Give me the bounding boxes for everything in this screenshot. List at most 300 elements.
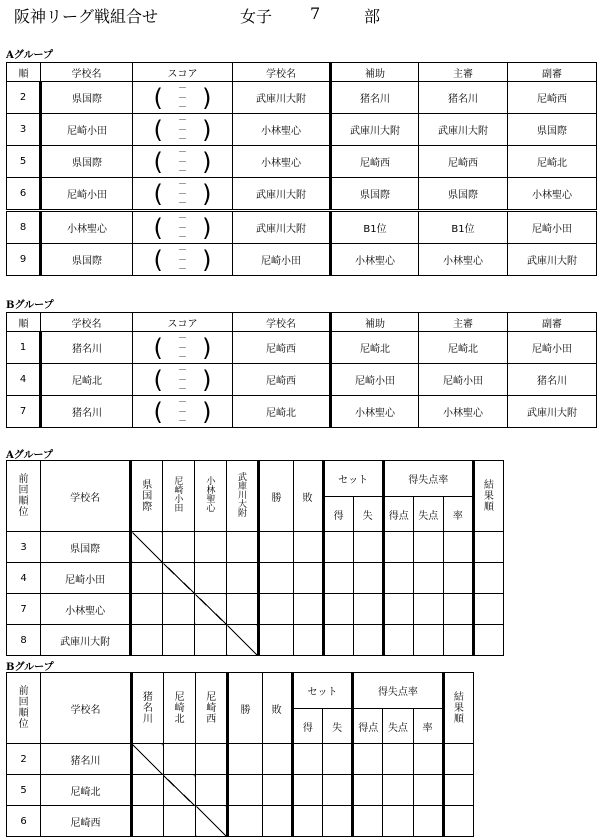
header-opponent <box>196 673 228 744</box>
score-set-2: － <box>177 343 187 354</box>
header-set-won: 得 <box>323 497 353 532</box>
home-school: 尼崎小田 <box>41 114 133 146</box>
header-opponent <box>131 461 163 532</box>
self-match-cell <box>131 532 163 563</box>
prev-rank: 4 <box>7 563 41 594</box>
header-score: スコア <box>133 63 233 82</box>
result-cell[interactable] <box>196 775 228 806</box>
points-against-cell[interactable] <box>383 775 413 806</box>
set-won-cell[interactable] <box>292 775 322 806</box>
school-name: 尼崎小田 <box>41 563 131 594</box>
sub-referee: 尼崎北 <box>508 146 597 178</box>
header-sub: 副審 <box>508 313 597 332</box>
assist-referee: B1位 <box>331 211 419 244</box>
table-row <box>7 146 597 178</box>
sub-referee: 尼崎西 <box>508 82 597 114</box>
table-row <box>7 806 474 837</box>
away-school: 小林聖心 <box>233 146 331 178</box>
chief-referee: 尼崎北 <box>419 332 508 364</box>
loss-cell[interactable] <box>262 744 292 775</box>
set-won-cell[interactable] <box>323 594 353 625</box>
score-brackets <box>152 83 214 113</box>
score-cell[interactable] <box>133 332 233 364</box>
rate-cell[interactable] <box>443 532 473 563</box>
table-row <box>7 82 597 114</box>
win-cell[interactable] <box>228 744 262 775</box>
score-cell[interactable] <box>133 114 233 146</box>
home-school: 猪名川 <box>41 396 133 428</box>
table-row <box>7 364 597 396</box>
win-cell[interactable] <box>259 563 293 594</box>
open-paren: ( <box>153 115 163 144</box>
loss-cell[interactable] <box>293 532 323 563</box>
score-brackets <box>152 147 214 177</box>
standings-header-row <box>7 673 474 709</box>
header-opponent-text: 武 庫 川 大 附 <box>237 472 247 519</box>
close-paren: ) <box>202 213 212 242</box>
rate-cell[interactable] <box>413 744 443 775</box>
header-opponent <box>227 461 259 532</box>
header-loss: 敗 <box>262 673 292 744</box>
home-school: 尼崎北 <box>41 364 133 396</box>
header-prev-rank-text: 前 回 順 位 <box>18 474 29 518</box>
score-set-3: － <box>177 264 187 275</box>
title-category: 女子 <box>240 7 273 26</box>
points-against-cell[interactable] <box>383 806 413 837</box>
result-cell[interactable] <box>131 563 163 594</box>
sub-referee: 小林聖心 <box>508 178 597 211</box>
school-name: 尼崎西 <box>41 806 132 837</box>
sub-referee: 尼崎小田 <box>508 211 597 244</box>
score-set-3: － <box>177 134 187 145</box>
set-lost-cell[interactable] <box>353 563 383 594</box>
close-paren: ) <box>202 179 212 208</box>
header-rate: 率 <box>413 709 443 744</box>
header-set: セット <box>292 673 352 709</box>
assist-referee: 尼崎西 <box>331 146 419 178</box>
header-result <box>443 673 473 744</box>
home-school: 県国際 <box>41 146 133 178</box>
score-cell[interactable] <box>133 396 233 428</box>
header-order: 順 <box>7 313 41 332</box>
header-opponent-text: 尼 崎 西 <box>206 691 217 725</box>
title-division: 部 <box>364 7 381 26</box>
points-for-cell[interactable] <box>353 744 383 775</box>
close-paren: ) <box>202 245 212 274</box>
assist-referee: 小林聖心 <box>331 396 419 428</box>
table-row <box>7 332 597 364</box>
points-against-cell[interactable] <box>413 563 443 594</box>
sub-referee: 武庫川大附 <box>508 244 597 276</box>
title-main: 阪神リーグ戦組合せ <box>14 7 159 26</box>
header-set-won: 得 <box>292 709 322 744</box>
score-set-1: － <box>177 365 187 376</box>
set-lost-cell[interactable] <box>353 532 383 563</box>
chief-referee: 猪名川 <box>419 82 508 114</box>
self-match-cell <box>163 775 195 806</box>
match-order: 2 <box>7 82 41 114</box>
score-set-2: － <box>177 93 187 104</box>
result-cell[interactable] <box>163 625 195 656</box>
assist-referee: 尼崎小田 <box>331 364 419 396</box>
home-school: 県国際 <box>41 82 133 114</box>
result-cell[interactable] <box>131 775 163 806</box>
chief-referee: 武庫川大附 <box>419 114 508 146</box>
schedule-table-b <box>6 312 597 428</box>
header-points: 得失点率 <box>383 461 473 497</box>
away-school: 武庫川大附 <box>233 178 331 211</box>
sub-referee: 猪名川 <box>508 364 597 396</box>
header-opponent <box>163 461 195 532</box>
score-cell[interactable] <box>133 211 233 244</box>
title-number: 7 <box>310 4 321 23</box>
self-match-cell <box>195 594 227 625</box>
match-order: 6 <box>7 178 41 211</box>
table-row <box>7 244 597 276</box>
set-lost-cell[interactable] <box>322 744 352 775</box>
score-set-1: － <box>177 83 187 94</box>
open-paren: ( <box>153 245 163 274</box>
away-school: 小林聖心 <box>233 114 331 146</box>
score-set-3: － <box>177 232 187 243</box>
result-cell[interactable] <box>227 532 259 563</box>
table-row <box>7 178 597 211</box>
win-cell[interactable] <box>259 532 293 563</box>
header-points-for: 得点 <box>353 709 383 744</box>
match-order: 4 <box>7 364 41 396</box>
school-name: 武庫川大附 <box>41 625 131 656</box>
rate-cell[interactable] <box>443 594 473 625</box>
score-cell[interactable] <box>133 146 233 178</box>
score-set-2: － <box>177 157 187 168</box>
score-set-1: － <box>177 397 187 408</box>
header-prev-rank <box>7 461 41 532</box>
result-cell[interactable] <box>195 532 227 563</box>
score-brackets <box>152 179 214 209</box>
table-row <box>7 211 597 244</box>
rate-cell[interactable] <box>443 563 473 594</box>
home-school: 尼崎小田 <box>41 178 133 211</box>
header-order: 順 <box>7 63 41 82</box>
close-paren: ) <box>202 365 212 394</box>
header-opponent <box>163 673 195 744</box>
group-b-label: Bグループ <box>6 300 54 311</box>
school-name: 小林聖心 <box>41 594 131 625</box>
sub-referee: 武庫川大附 <box>508 396 597 428</box>
result-cell[interactable] <box>443 744 473 775</box>
win-cell[interactable] <box>259 625 293 656</box>
set-won-cell[interactable] <box>323 625 353 656</box>
win-cell[interactable] <box>259 594 293 625</box>
group-a-label: Aグループ <box>6 50 53 61</box>
score-brackets <box>152 397 214 427</box>
standings-header-row <box>7 461 504 497</box>
self-match-cell <box>131 744 163 775</box>
set-lost-cell[interactable] <box>353 625 383 656</box>
loss-cell[interactable] <box>262 806 292 837</box>
set-lost-cell[interactable] <box>322 806 352 837</box>
sub-referee: 尼崎小田 <box>508 332 597 364</box>
header-points-against: 失点 <box>383 709 413 744</box>
assist-referee: 尼崎北 <box>331 332 419 364</box>
result-cell[interactable] <box>163 532 195 563</box>
header-opponent-text: 猪 名 川 <box>142 691 153 725</box>
result-cell[interactable] <box>196 744 228 775</box>
score-cell[interactable] <box>133 364 233 396</box>
header-chief: 主審 <box>419 313 508 332</box>
win-cell[interactable] <box>228 806 262 837</box>
set-won-cell[interactable] <box>323 563 353 594</box>
set-won-cell[interactable] <box>323 532 353 563</box>
close-paren: ) <box>202 147 212 176</box>
header-opponent <box>195 461 227 532</box>
open-paren: ( <box>153 179 163 208</box>
set-won-cell[interactable] <box>292 744 322 775</box>
header-opponent-text: 小 林 聖 心 <box>206 477 216 514</box>
header-assist: 補助 <box>331 313 419 332</box>
points-against-cell[interactable] <box>413 532 443 563</box>
header-loss: 敗 <box>293 461 323 532</box>
header-result-text: 結 果 順 <box>453 691 464 725</box>
prev-rank: 3 <box>7 532 41 563</box>
group-a-standings-label: Aグループ <box>6 450 53 461</box>
prev-rank: 5 <box>7 775 41 806</box>
assist-referee: 武庫川大附 <box>331 114 419 146</box>
score-set-3: － <box>177 102 187 113</box>
header-prev-rank-text: 前 回 順 位 <box>18 686 29 730</box>
match-order: 3 <box>7 114 41 146</box>
away-school: 尼崎西 <box>233 364 331 396</box>
header-result-text: 結 果 順 <box>483 479 494 513</box>
match-order: 7 <box>7 396 41 428</box>
set-lost-cell[interactable] <box>322 775 352 806</box>
away-school: 尼崎西 <box>233 332 331 364</box>
prev-rank: 2 <box>7 744 41 775</box>
score-set-1: － <box>177 213 187 224</box>
chief-referee: 小林聖心 <box>419 396 508 428</box>
score-set-1: － <box>177 115 187 126</box>
score-cell[interactable] <box>133 178 233 211</box>
header-win: 勝 <box>259 461 293 532</box>
school-name: 尼崎北 <box>41 775 132 806</box>
close-paren: ) <box>202 397 212 426</box>
result-cell[interactable] <box>163 594 195 625</box>
result-cell[interactable] <box>443 806 473 837</box>
result-cell[interactable] <box>473 563 503 594</box>
table-row <box>7 625 504 656</box>
score-set-2: － <box>177 407 187 418</box>
points-for-cell[interactable] <box>383 625 413 656</box>
result-cell[interactable] <box>195 563 227 594</box>
away-school: 尼崎小田 <box>233 244 331 276</box>
prev-rank: 6 <box>7 806 41 837</box>
self-match-cell <box>227 625 259 656</box>
rate-cell[interactable] <box>413 806 443 837</box>
points-against-cell[interactable] <box>413 625 443 656</box>
header-result <box>473 461 503 532</box>
points-for-cell[interactable] <box>383 563 413 594</box>
score-brackets <box>152 365 214 395</box>
win-cell[interactable] <box>228 775 262 806</box>
result-cell[interactable] <box>227 563 259 594</box>
match-order: 1 <box>7 332 41 364</box>
table-row <box>7 744 474 775</box>
result-cell[interactable] <box>131 625 163 656</box>
self-match-cell <box>163 563 195 594</box>
result-cell[interactable] <box>473 532 503 563</box>
chief-referee: 尼崎西 <box>419 146 508 178</box>
table-row <box>7 396 597 428</box>
sub-referee: 県国際 <box>508 114 597 146</box>
score-set-1: － <box>177 333 187 344</box>
loss-cell[interactable] <box>293 563 323 594</box>
score-set-2: － <box>177 255 187 266</box>
score-cell[interactable] <box>133 244 233 276</box>
self-match-cell <box>196 806 228 837</box>
schedule-table-a <box>6 62 597 276</box>
header-set: セット <box>323 461 383 497</box>
rate-cell[interactable] <box>413 775 443 806</box>
score-set-3: － <box>177 416 187 427</box>
result-cell[interactable] <box>195 625 227 656</box>
score-set-1: － <box>177 245 187 256</box>
header-win: 勝 <box>228 673 262 744</box>
header-points: 得失点率 <box>353 673 444 709</box>
score-set-2: － <box>177 125 187 136</box>
header-prev-rank <box>7 673 41 744</box>
score-brackets <box>152 245 214 275</box>
points-against-cell[interactable] <box>413 594 443 625</box>
score-set-2: － <box>177 189 187 200</box>
assist-referee: 猪名川 <box>331 82 419 114</box>
away-school: 武庫川大附 <box>233 82 331 114</box>
loss-cell[interactable] <box>293 625 323 656</box>
prev-rank: 7 <box>7 594 41 625</box>
loss-cell[interactable] <box>262 775 292 806</box>
match-order: 9 <box>7 244 41 276</box>
chief-referee: 小林聖心 <box>419 244 508 276</box>
score-set-3: － <box>177 384 187 395</box>
table-row <box>7 775 474 806</box>
score-set-3: － <box>177 166 187 177</box>
header-school: 学校名 <box>233 63 331 82</box>
header-school: 学校名 <box>41 63 133 82</box>
close-paren: ) <box>202 83 212 112</box>
open-paren: ( <box>153 83 163 112</box>
open-paren: ( <box>153 147 163 176</box>
header-points-against: 失点 <box>413 497 443 532</box>
close-paren: ) <box>202 333 212 362</box>
assist-referee: 県国際 <box>331 178 419 211</box>
header-points-for: 得点 <box>383 497 413 532</box>
match-order: 5 <box>7 146 41 178</box>
score-set-2: － <box>177 375 187 386</box>
chief-referee: 尼崎小田 <box>419 364 508 396</box>
score-brackets <box>152 213 214 243</box>
points-for-cell[interactable] <box>353 806 383 837</box>
points-for-cell[interactable] <box>383 532 413 563</box>
open-paren: ( <box>153 213 163 242</box>
result-cell[interactable] <box>443 775 473 806</box>
result-cell[interactable] <box>131 594 163 625</box>
points-for-cell[interactable] <box>353 775 383 806</box>
score-set-3: － <box>177 352 187 363</box>
away-school: 武庫川大附 <box>233 211 331 244</box>
school-name: 県国際 <box>41 532 131 563</box>
chief-referee: 県国際 <box>419 178 508 211</box>
standings-table-b <box>6 672 474 837</box>
group-b-standings-label: Bグループ <box>6 662 54 673</box>
header-school: 学校名 <box>41 461 131 532</box>
score-brackets <box>152 333 214 363</box>
result-cell[interactable] <box>473 594 503 625</box>
open-paren: ( <box>153 397 163 426</box>
assist-referee: 小林聖心 <box>331 244 419 276</box>
header-set-lost: 失 <box>322 709 352 744</box>
close-paren: ) <box>202 115 212 144</box>
away-school: 尼崎北 <box>233 396 331 428</box>
loss-cell[interactable] <box>293 594 323 625</box>
table-row <box>7 532 504 563</box>
score-cell[interactable] <box>133 82 233 114</box>
header-opponent-text: 県 国 際 <box>142 479 153 513</box>
home-school: 小林聖心 <box>41 211 133 244</box>
score-set-1: － <box>177 147 187 158</box>
header-score: スコア <box>133 313 233 332</box>
header-sub: 副審 <box>508 63 597 82</box>
result-cell[interactable] <box>131 806 163 837</box>
header-opponent-text: 尼 崎 小 田 <box>174 477 184 514</box>
table-row <box>7 594 504 625</box>
result-cell[interactable] <box>163 744 195 775</box>
open-paren: ( <box>153 333 163 362</box>
points-against-cell[interactable] <box>383 744 413 775</box>
table-row <box>7 114 597 146</box>
school-name: 猪名川 <box>41 744 132 775</box>
header-opponent-text: 尼 崎 北 <box>174 691 185 725</box>
rate-cell[interactable] <box>443 625 473 656</box>
schedule-header-row <box>7 313 597 332</box>
set-won-cell[interactable] <box>292 806 322 837</box>
table-row <box>7 563 504 594</box>
score-set-3: － <box>177 198 187 209</box>
score-brackets <box>152 115 214 145</box>
set-lost-cell[interactable] <box>353 594 383 625</box>
standings-table-a <box>6 460 504 656</box>
header-chief: 主審 <box>419 63 508 82</box>
score-set-1: － <box>177 179 187 190</box>
points-for-cell[interactable] <box>383 594 413 625</box>
header-rate: 率 <box>443 497 473 532</box>
result-cell[interactable] <box>163 806 195 837</box>
header-opponent <box>131 673 163 744</box>
home-school: 県国際 <box>41 244 133 276</box>
match-order: 8 <box>7 211 41 244</box>
schedule-header-row <box>7 63 597 82</box>
prev-rank: 8 <box>7 625 41 656</box>
open-paren: ( <box>153 365 163 394</box>
header-set-lost: 失 <box>353 497 383 532</box>
header-school: 学校名 <box>41 673 132 744</box>
header-school: 学校名 <box>41 313 133 332</box>
header-assist: 補助 <box>331 63 419 82</box>
score-set-2: － <box>177 223 187 234</box>
result-cell[interactable] <box>473 625 503 656</box>
chief-referee: B1位 <box>419 211 508 244</box>
header-school: 学校名 <box>233 313 331 332</box>
result-cell[interactable] <box>227 594 259 625</box>
home-school: 猪名川 <box>41 332 133 364</box>
